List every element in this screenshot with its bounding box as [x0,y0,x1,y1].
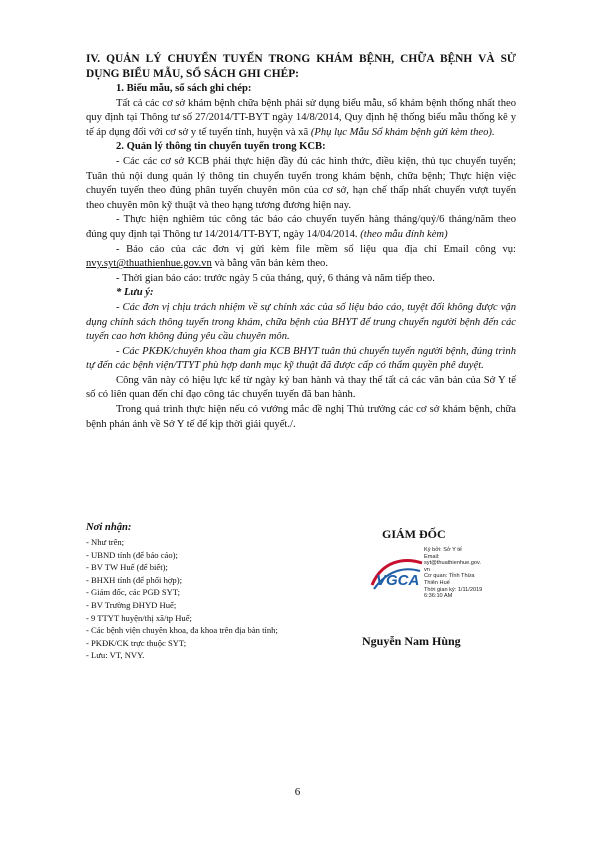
sub2-para-2-note: (theo mẫu đính kèm) [360,228,448,240]
recipient-item: - PKĐK/CK trực thuộc SYT; [86,637,187,648]
note-1: - Các đơn vị chịu trách nhiệm về sự chính xác của số liệu báo cáo, tuyệt đối không được vận dụng chính sách thông tuyến trong khám, chữa bệnh của BHYT để trung chuyển người bệnh đến các tuyến cao hơn không đúng yêu cầu chuyên môn. [86,301,516,343]
sub2-para-2 [86,213,516,242]
digital-signature-stamp [368,547,518,617]
stamp-line: Thời gian ký: 1/11/2019 [424,586,483,593]
stamp-line: vn [424,566,430,573]
sub1-paragraph [86,97,516,141]
closing-para-2: Trong quá trình thực hiện nếu có vướng mắc đề nghị Thủ trưởng các cơ sở khám bệnh, chữa bệnh phản ánh về Sở Y tế để kịp thời giải quyết./. [86,404,516,430]
stamp-line: Cơ quan: Tỉnh Thừa [424,573,475,580]
recipient-item: - Lưu: VT, NVY. [86,650,145,661]
sub2-para-3-text: - Báo cáo của các đơn vị gửi kèm file mềm số liệu qua địa chỉ Email công vụ: [116,243,516,255]
signer-name: Nguyễn Nam Hùng [362,634,461,648]
recipient-item: - Như trên; [86,537,125,547]
note-2: - Các PKĐK/chuyên khoa tham gia KCB BHYT tuân thủ chuyển tuyến người bệnh, đúng trình tự đến các bệnh viện/TTYT phù hợp danh mục kỹ thuật đã được cấp có thẩm quyền phê duyệt. [86,345,516,372]
email-link[interactable]: nvy.syt@thuathienhue.gov.vn [86,258,212,270]
recipient-item: - Giám đốc, các PGĐ SYT; [86,587,181,598]
stamp-line: Ký bởi: Sở Y tế [424,547,462,553]
note-title: * Lưu ý: [116,287,154,299]
sub2-title: 2. Quản lý thông tin chuyển tuyến trong KCB: [116,141,326,153]
vgca-logo-text: VGCA [376,572,420,589]
sub1-title: 1. Biểu mẫu, sổ sách ghi chép: [116,83,252,94]
stamp-line: 6:36:10 AM [424,593,453,600]
sub1-appendix-note: (Phụ lục Mẫu Sổ khám bệnh gửi kèm theo). [310,126,495,138]
recipient-item: - 9 TTYT huyện/thị xã/tp Huế; [86,612,192,623]
stamp-line: Thiên Huế [424,579,450,586]
signer-position: GIÁM ĐỐC [382,527,446,541]
sub2-para-3 [86,243,516,272]
sub2-para-3-end: và bằng văn bản kèm theo. [214,258,328,270]
closing-para-1: Công văn này có hiệu lực kể từ ngày ký ban hành và thay thế tất cả các văn bản của Sở Y tế số có liên quan đến chỉ đạo công tác chuyển tuyến đã ban hành. [86,374,516,401]
sub2-para-1: - Các các cơ sở KCB phải thực hiện đầy đủ các hình thức, điều kiện, thủ tục chuyển tuyến; Tuân thủ nội dung quản lý thông tin chuyển tuyến trong khám bệnh, chữa bệnh; Thực hiện việc chuyển tuyến theo đúng phân tuyến chuyên môn của cơ sở, hạn chế thấp nhất chuyển vượt tuyến theo chuyên môn kỹ thuật và theo hạng tương đương hiện nay. [86,155,516,211]
recipient-item: - BV TW Huế (để biết); [86,562,168,573]
recipients-title: Nơi nhận: [86,522,132,533]
recipient-item: - BHXH tỉnh (để phối hợp); [86,574,182,585]
stamp-line: Email: [424,553,440,560]
recipient-item: - UBND tỉnh (để báo cáo); [86,549,178,560]
sub1-body: Tất cả các cơ sở khám bệnh chữa bệnh phải sử dụng biểu mẫu, sổ khám bệnh thống nhất theo quy định tại Thông tư số 27/2014/TT-BYT ngày 14/8/2014, Quy định hệ thống biểu mẫu thống kê y tế áp dụng đối với cơ sở y tế tuyến tỉnh, huyện và xã [86,97,516,138]
signature-block [86,521,516,691]
section-iv-heading: IV. QUẢN LÝ CHUYỂN TUYẾN TRONG KHÁM BỆNH, CHỮA BỆNH VÀ SỬ DỤNG BIỂU MẪU, SỔ SÁCH GHI CHÉP: [86,53,516,80]
page-number: 6 [294,786,301,798]
stamp-info [424,547,520,600]
recipients-list [86,521,301,663]
recipient-item: - Các bệnh viện chuyên khoa, đa khoa trên địa bàn tỉnh; [86,625,278,636]
stamp-line: syt@thuathienhue.gov. [424,560,481,567]
document-body [86,52,516,432]
sub2-para-2-text: - Thực hiện nghiêm túc công tác báo cáo chuyển tuyến hàng tháng/quý/6 tháng/năm theo đúng quy định tại Thông tư 14/2014/TT-BYT, ngày 14/04/2014. [86,214,516,240]
sub2-para-4: - Thời gian báo cáo: trước ngày 5 của tháng, quý, 6 tháng và năm tiếp theo. [116,272,435,284]
vgca-logo-icon [368,555,426,595]
recipient-item: - BV Trường ĐHYD Huế; [86,599,177,610]
